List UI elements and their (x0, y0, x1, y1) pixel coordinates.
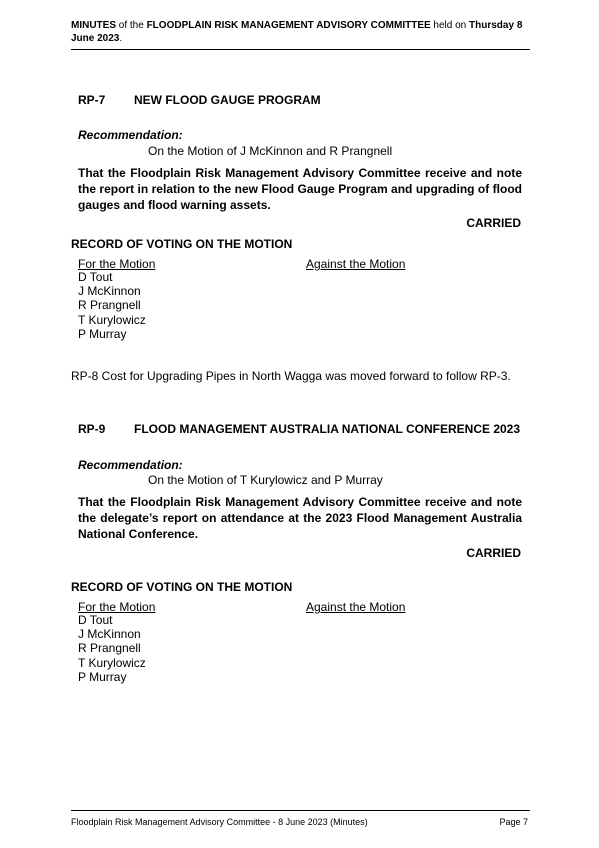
result-carried: CARRIED (466, 216, 521, 230)
against-motion-heading: Against the Motion (306, 257, 406, 271)
section-title-rp9 (78, 422, 520, 436)
voter: J McKinnon (78, 284, 141, 299)
footer-divider (71, 810, 530, 811)
against-motion-heading: Against the Motion (306, 600, 406, 614)
header-divider (71, 49, 530, 50)
voter: P Murray (78, 669, 127, 684)
footer-title: Floodplain Risk Management Advisory Committee - 8 June 2023 (Minutes) (71, 817, 368, 827)
section-number: RP-9 (78, 422, 106, 436)
voter: R Prangnell (78, 641, 141, 656)
resolution-text: That the Floodplain Risk Management Advisory Committee receive and note the delegate’s report on attendance at the 2023 Flood Management Australia National Conference. (78, 495, 522, 541)
for-motion-heading: For the Motion (78, 600, 156, 614)
motion-movers: On the Motion of T Kurylowicz and P Murray (148, 473, 383, 487)
voter: T Kurylowicz (78, 655, 146, 670)
motion-movers: On the Motion of J McKinnon and R Prangnell (148, 144, 393, 158)
for-motion-heading: For the Motion (78, 257, 156, 271)
header-minutes: MINUTES (71, 20, 116, 31)
voting-record-heading: RECORD OF VOTING ON THE MOTION (71, 237, 293, 251)
voting-record-heading: RECORD OF VOTING ON THE MOTION (71, 580, 293, 594)
voter: R Prangnell (78, 298, 141, 313)
header-of: of the (116, 20, 147, 31)
section-title-rp7 (78, 93, 321, 107)
result-carried: CARRIED (466, 546, 521, 560)
page-header (71, 19, 531, 45)
voter: J McKinnon (78, 627, 141, 642)
recommendation-label: Recommendation: (78, 128, 183, 142)
resolution-text: That the Floodplain Risk Management Advisory Committee receive and note the report in relation to the new Flood Gauge Program and upgrading of flood gauges and flood warning assets. (78, 166, 522, 212)
section-heading: NEW FLOOD GAUGE PROGRAM (134, 93, 321, 107)
recommendation-label: Recommendation: (78, 458, 183, 472)
voter: D Tout (78, 270, 113, 284)
for-voters-list (78, 613, 146, 684)
voter: P Murray (78, 326, 127, 341)
agenda-note: RP-8 Cost for Upgrading Pipes in North Wagga was moved forward to follow RP-3. (71, 369, 511, 383)
page-number: Page 7 (499, 817, 528, 827)
header-committee: FLOODPLAIN RISK MANAGEMENT ADVISORY COMMITTEE (146, 20, 431, 31)
header-date: Thursday 8 June 2023 (71, 20, 523, 44)
voter: D Tout (78, 613, 113, 627)
for-voters-list (78, 270, 146, 341)
header-end: . (119, 33, 123, 44)
section-number: RP-7 (78, 93, 106, 107)
voter: T Kurylowicz (78, 312, 146, 327)
section-heading: FLOOD MANAGEMENT AUSTRALIA NATIONAL CONFERENCE 2023 (134, 422, 521, 436)
header-held: held on (430, 20, 470, 31)
